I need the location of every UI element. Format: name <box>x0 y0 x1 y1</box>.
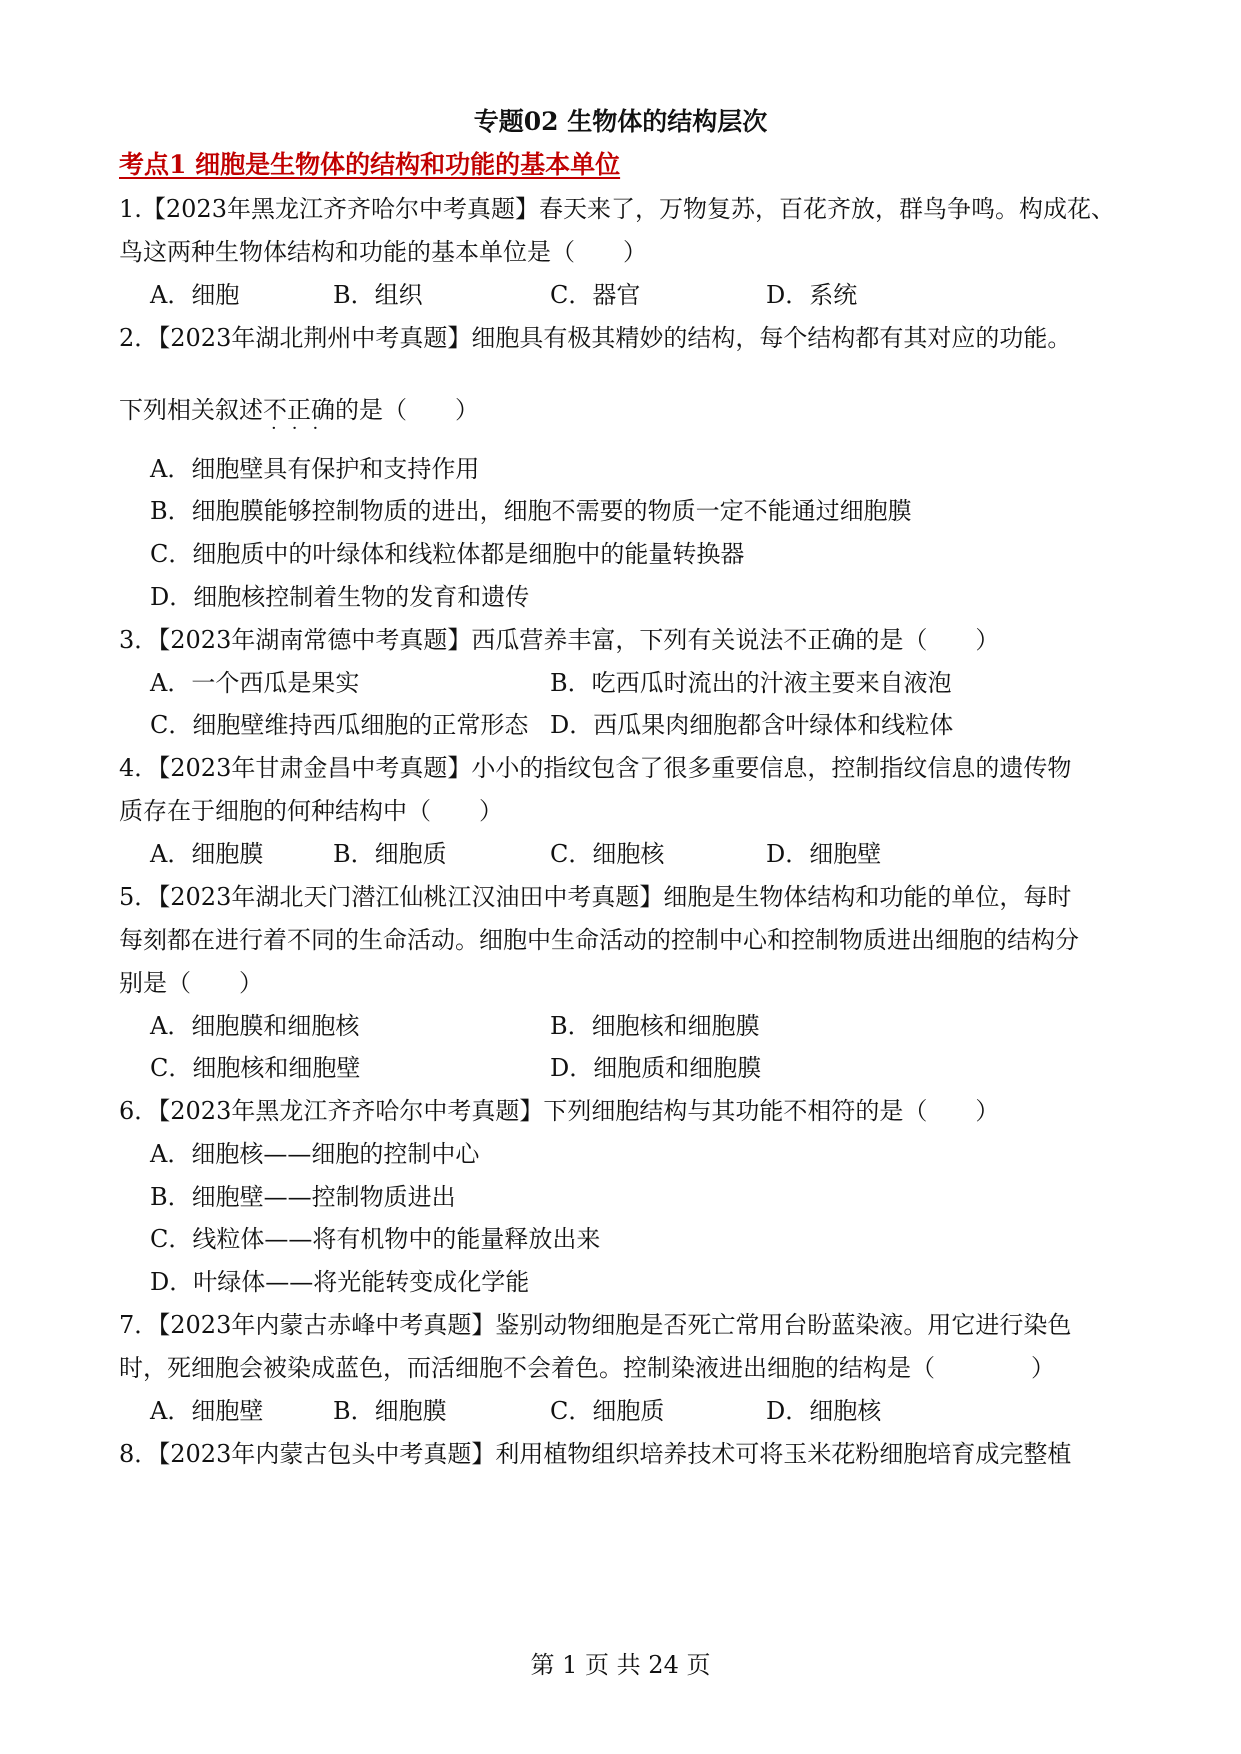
question-5-option-a: A．细胞膜和细胞核 <box>150 1012 360 1040</box>
question-5-line-2: 每刻都在进行着不同的生命活动。细胞中生命活动的控制中心和控制物质进出细胞的结构分 <box>119 926 1079 954</box>
question-5-option-c: C．细胞核和细胞壁 <box>150 1054 361 1082</box>
question-1-option-d: D．系统 <box>766 281 858 309</box>
question-6-option-a: A．细胞核——细胞的控制中心 <box>150 1140 480 1168</box>
question-3-option-d: D．西瓜果肉细胞都含叶绿体和线粒体 <box>550 711 954 739</box>
question-1-option-a: A．细胞 <box>150 281 240 309</box>
question-3-option-c: C．细胞壁维持西瓜细胞的正常形态 <box>150 711 529 739</box>
question-4-option-d: D．细胞壁 <box>766 840 882 868</box>
question-2-line-1: 2．【2023年湖北荆州中考真题】细胞具有极其精妙的结构，每个结构都有其对应的功能。 <box>119 324 1072 352</box>
question-2-line-2: 下列相关叙述不正确的是（ ） <box>119 396 479 424</box>
question-7-option-a: A．细胞壁 <box>150 1397 264 1425</box>
section-heading: 考点1 细胞是生物体的结构和功能的基本单位 <box>119 150 621 179</box>
question-4-option-b: B．细胞质 <box>333 840 447 868</box>
question-5-line-1: 5．【2023年湖北天门潜江仙桃江汉油田中考真题】细胞是生物体结构和功能的单位，每时 <box>119 883 1072 911</box>
question-4-option-c: C．细胞核 <box>550 840 665 868</box>
question-6-option-b: B．细胞壁——控制物质进出 <box>150 1183 456 1211</box>
question-5-line-3: 别是（ ） <box>119 969 263 997</box>
question-6-option-d: D．叶绿体——将光能转变成化学能 <box>150 1268 530 1296</box>
question-1-option-b: B．组织 <box>333 281 423 309</box>
question-1-line-1: 1.【2023年黑龙江齐齐哈尔中考真题】春天来了，万物复苏，百花齐放，群鸟争鸣。构成花、 <box>119 195 1115 223</box>
question-6-line-1: 6．【2023年黑龙江齐齐哈尔中考真题】下列细胞结构与其功能不相符的是（ ） <box>119 1097 1000 1125</box>
question-7-option-b: B．细胞膜 <box>333 1397 447 1425</box>
question-6-option-c: C．线粒体——将有机物中的能量释放出来 <box>150 1225 601 1253</box>
question-4-line-1: 4．【2023年甘肃金昌中考真题】小小的指纹包含了很多重要信息，控制指纹信息的遗传物 <box>119 754 1072 782</box>
question-2-option-d: D．细胞核控制着生物的发育和遗传 <box>150 583 530 611</box>
page-footer: 第 1 页 共 24 页 <box>530 1651 711 1679</box>
question-7-line-1: 7．【2023年内蒙古赤峰中考真题】鉴别动物细胞是否死亡常用台盼蓝染液。用它进行染色 <box>119 1311 1072 1339</box>
question-4-option-a: A．细胞膜 <box>150 840 264 868</box>
question-1-option-c: C．器官 <box>550 281 641 309</box>
question-8-line-1: 8．【2023年内蒙古包头中考真题】利用植物组织培养技术可将玉米花粉细胞培育成完整植 <box>119 1440 1072 1468</box>
question-7-option-d: D．细胞核 <box>766 1397 882 1425</box>
question-2-option-a: A．细胞壁具有保护和支持作用 <box>150 455 480 483</box>
question-3-option-a: A．一个西瓜是果实 <box>150 669 360 697</box>
question-7-line-2: 时，死细胞会被染成蓝色，而活细胞不会着色。控制染液进出细胞的结构是（ ） <box>119 1354 1055 1382</box>
question-5-option-d: D．细胞质和细胞膜 <box>550 1054 762 1082</box>
question-2-option-b: B．细胞膜能够控制物质的进出，细胞不需要的物质一定不能通过细胞膜 <box>150 497 912 525</box>
page-title: 专题02 生物体的结构层次 <box>473 107 768 136</box>
question-2-option-c: C．细胞质中的叶绿体和线粒体都是细胞中的能量转换器 <box>150 540 745 568</box>
emphasis-dots: ··· <box>271 418 334 439</box>
question-3-line-1: 3．【2023年湖南常德中考真题】西瓜营养丰富，下列有关说法不正确的是（ ） <box>119 626 1000 654</box>
question-5-option-b: B．细胞核和细胞膜 <box>550 1012 760 1040</box>
question-7-option-c: C．细胞质 <box>550 1397 665 1425</box>
question-3-option-b: B．吃西瓜时流出的汁液主要来自液泡 <box>550 669 952 697</box>
question-1-line-2: 鸟这两种生物体结构和功能的基本单位是（ ） <box>119 238 647 266</box>
question-4-line-2: 质存在于细胞的何种结构中（ ） <box>119 797 503 825</box>
